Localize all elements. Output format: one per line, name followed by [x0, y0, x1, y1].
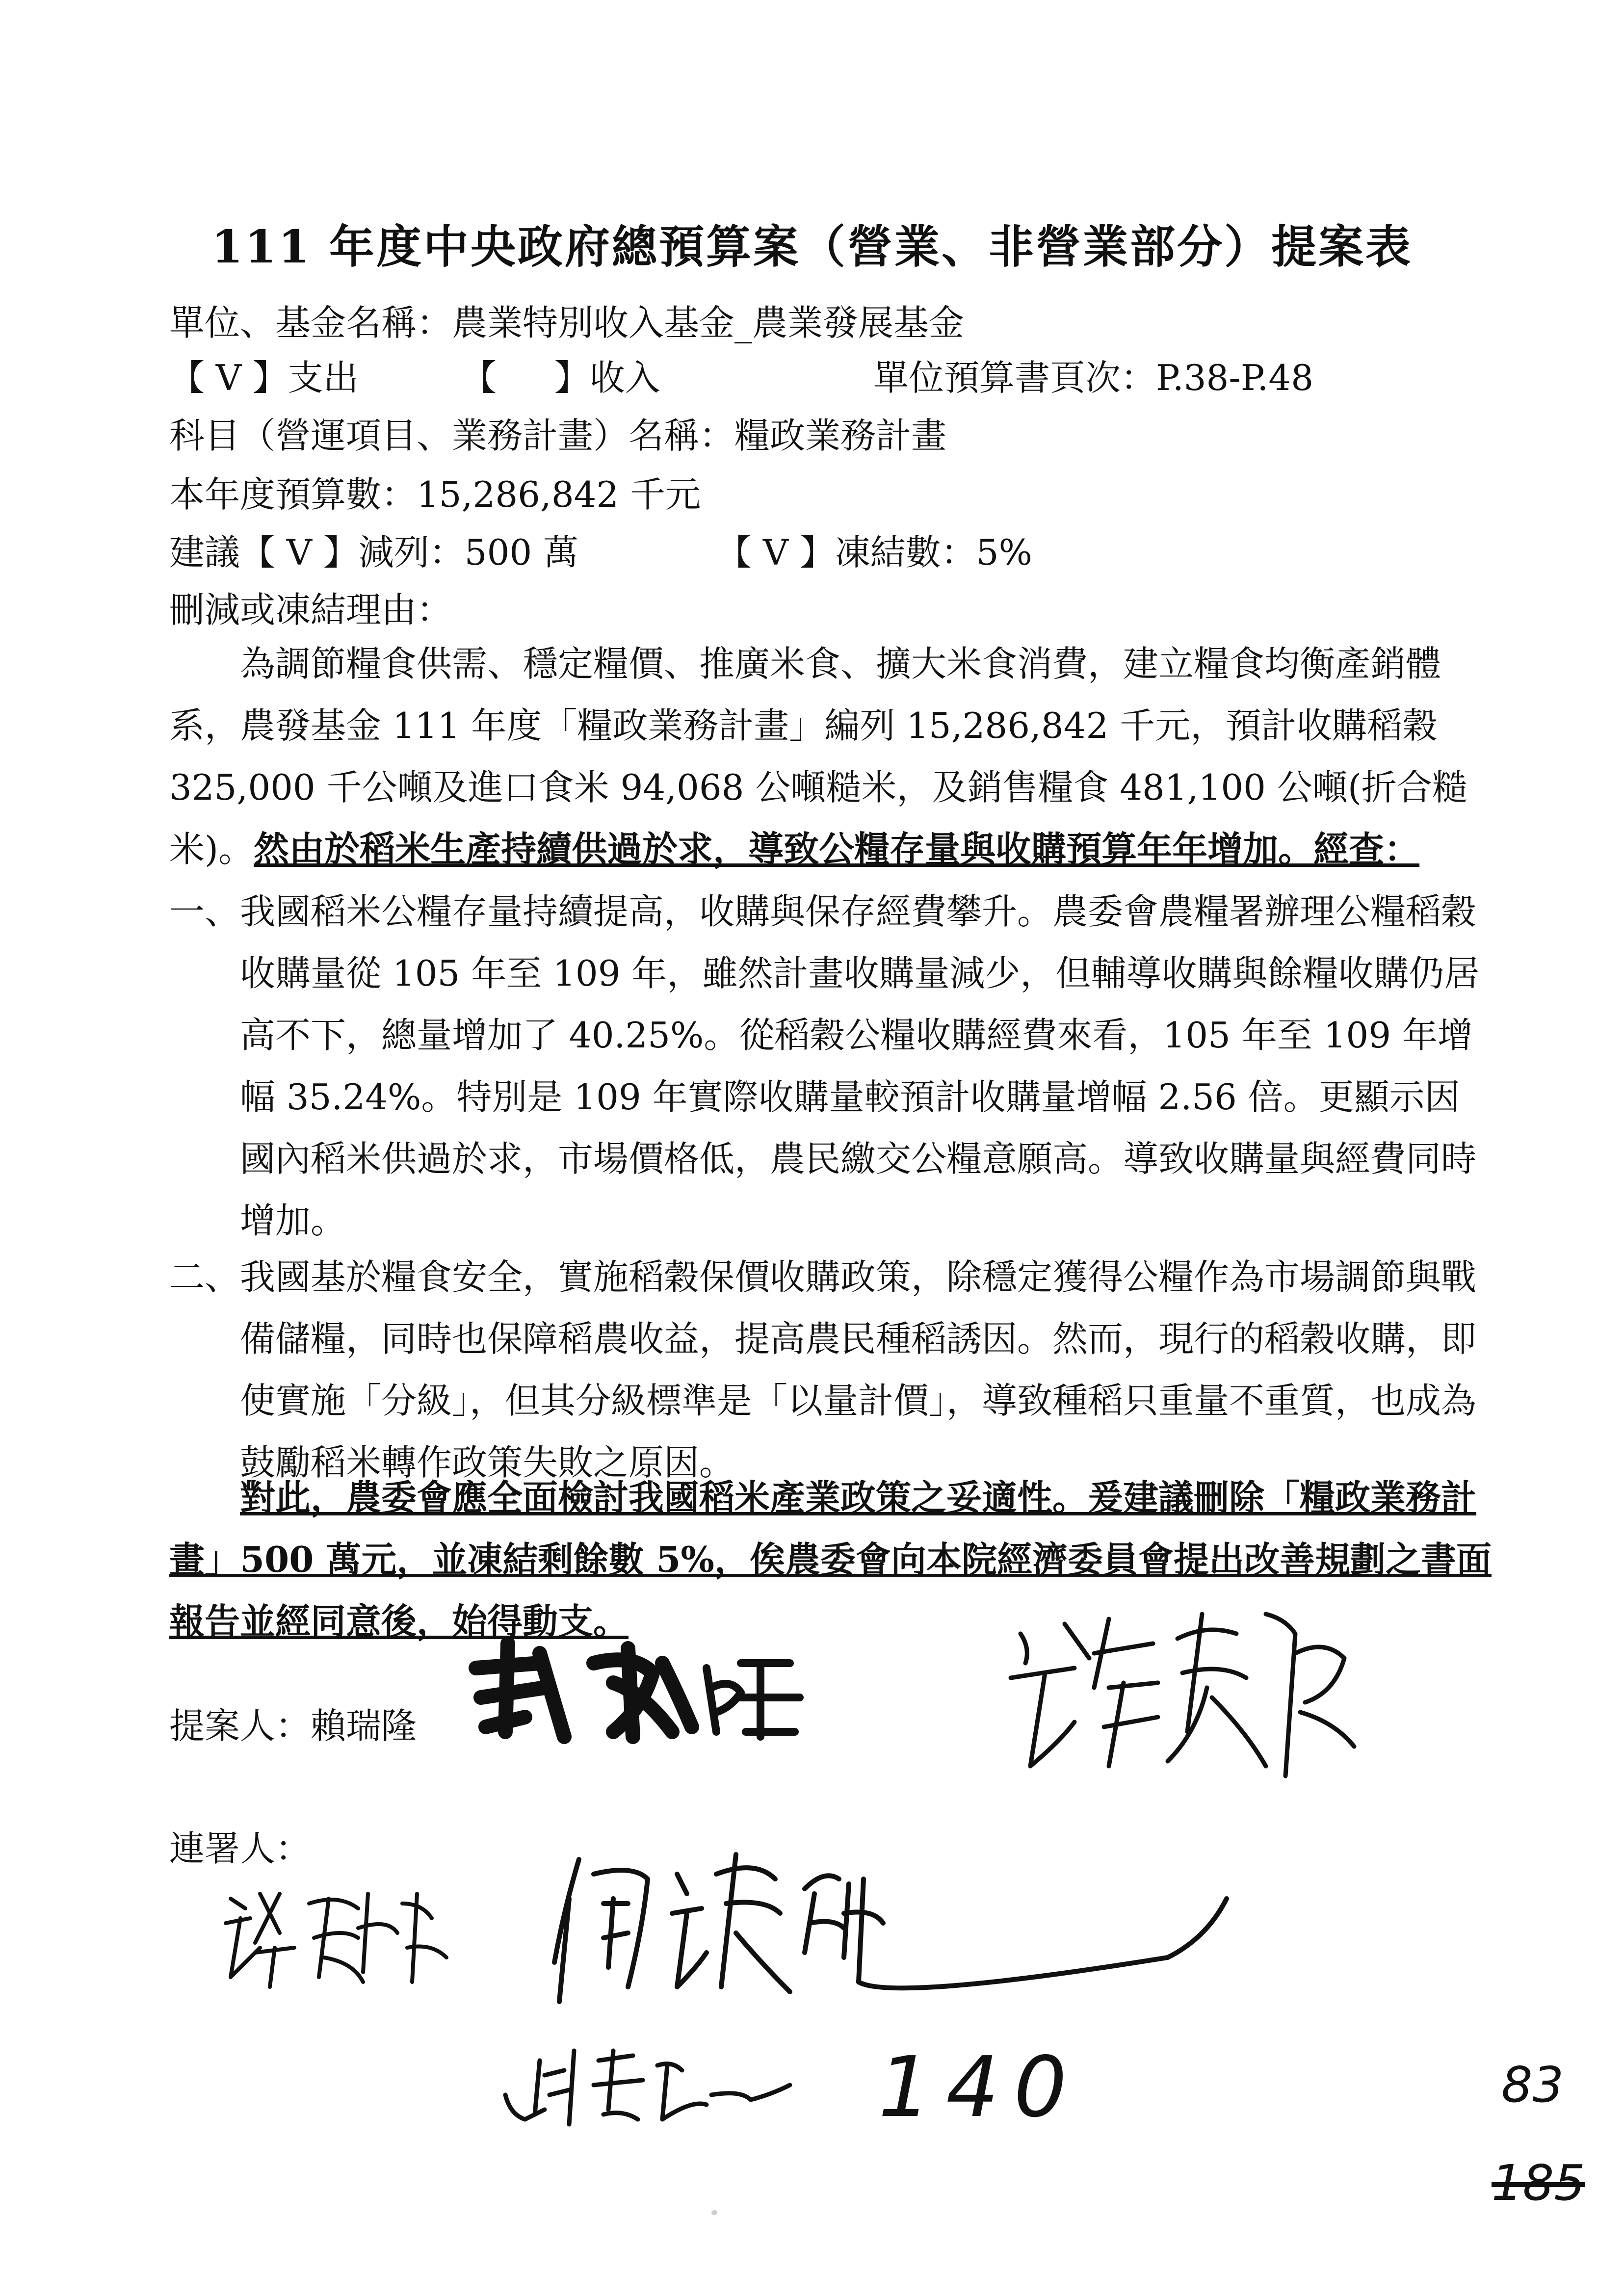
list-item	[169, 881, 1494, 1252]
subject-line: 科目（營運項目、業務計畫）名稱：糧政業務計畫	[169, 415, 947, 456]
cosigner-signature	[991, 1604, 1364, 1815]
cosigner-signature	[550, 1840, 1236, 2016]
reduction-line: 建議【 V 】減列：500 萬	[169, 532, 579, 573]
intro-paragraph	[169, 633, 1494, 880]
reason-label: 刪減或凍結理由：	[169, 589, 452, 630]
list-item-text: 我國稻米公糧存量持續提高，收購與保存經費攀升。農委會農糧署辦理公糧稻穀收購量從 105 年至 109 年，雖然計畫收購量減少，但輔導收購與餘糧收購仍居高不下，總量增加了 40.25%。從稻穀公糧收購經費來看，105 年至 109 年增幅 35.24%。特別是 109 年實際收購量較預計收購量增幅 2.56 倍。更顯示因國內稻米供過於求，市場價格低，農民繳交公糧意願高。導致收購量與經費同時增加。	[240, 891, 1480, 1241]
document-title: 111 年度中央政府總預算案（營業、非營業部分）提案表	[211, 220, 1413, 273]
budget-pages-line: 單位預算書頁次：P.38-P.48	[873, 357, 1314, 398]
unit-name-line: 單位、基金名稱：農業特別收入基金_農業發展基金	[169, 302, 965, 343]
cosigner-signature	[496, 2031, 800, 2134]
intro-emphasis: 然由於稻米生產持續供過於求，導致公糧存量與收購預算年年增加。經查：	[254, 828, 1420, 870]
cosigner-label: 連署人：	[169, 1828, 311, 1869]
intro-text: 為調節糧食供需、穩定糧價、推廣米食、擴大米食消費，建立糧食均衡產銷體系，農發基金 111 年度「糧政業務計畫」編列 15,286,842 千元，預計收購稻穀 325,000 千公噸及進口食米 94,068 公噸糙米，及銷售糧食 481,100 公噸(折合糙米)。	[169, 643, 1467, 870]
proposer-label: 提案人：賴瑞隆	[169, 1705, 417, 1747]
handwritten-number: 140	[878, 2039, 1082, 2136]
list-marker: 二、	[169, 1256, 240, 1298]
list-item-text: 我國基於糧食安全，實施稻穀保價收購政策，除穩定獲得公糧作為市場調節與戰備儲糧，同時也保障稻農收益，提高農民種稻誘因。然而，現行的稻穀收購，即使實施「分級」，但其分級標準是「以量計價」，導致種稻只重量不重質，也成為鼓勵稻米轉作政策失敗之原因。	[240, 1256, 1477, 1483]
list-item	[169, 1246, 1494, 1493]
handwritten-page-number-crossed: 185	[1492, 2154, 1585, 2212]
scan-speck	[711, 2210, 717, 2215]
income-checkbox-line: 【 】收入	[461, 357, 660, 398]
proposer-signature	[466, 1634, 805, 1751]
list-marker: 一、	[169, 891, 240, 932]
expenditure-checkbox-line: 【 V 】支出	[169, 357, 359, 398]
closing-paragraph: 對此，農委會應全面檢討我國稻米產業政策之妥適性。爰建議刪除「糧政業務計畫」500 萬元，並凍結剩餘數 5%，俟農委會向本院經濟委員會提出改善規劃之書面報告並經同意後，始得動支。	[169, 1477, 1492, 1642]
handwritten-page-number: 83	[1501, 2056, 1564, 2113]
freeze-line: 【 V 】凍結數：5%	[716, 532, 1032, 573]
budget-amount-line: 本年度預算數：15,286,842 千元	[169, 474, 701, 515]
cosigner-signature	[211, 1874, 466, 1992]
